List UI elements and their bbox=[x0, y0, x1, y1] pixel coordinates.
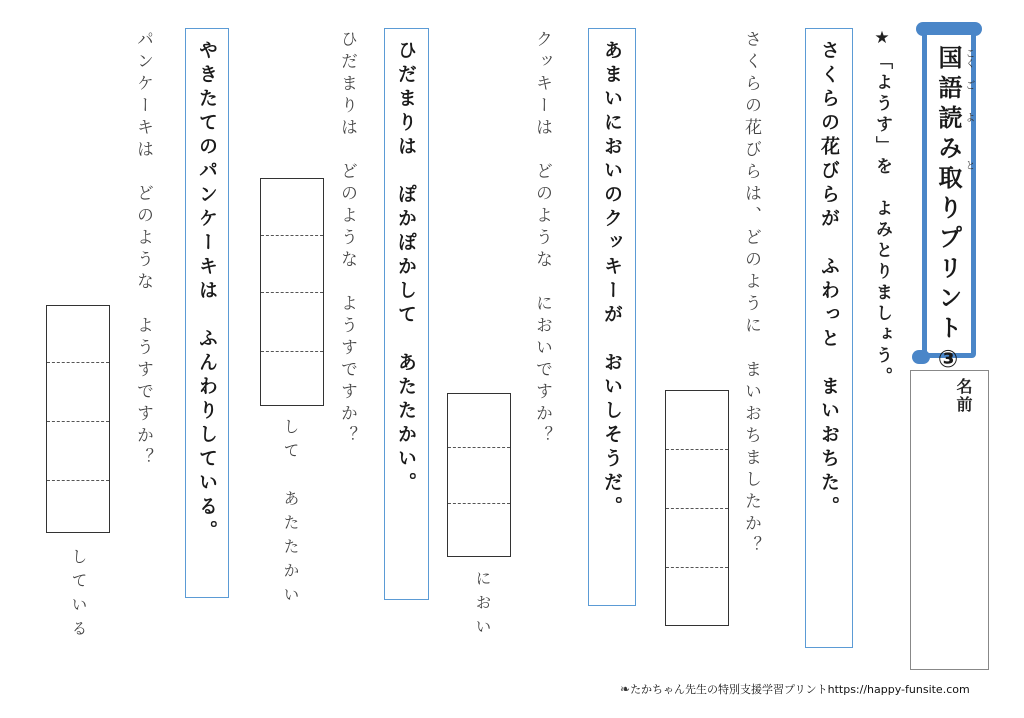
hint-text-1: におい bbox=[473, 570, 492, 642]
question-text-4: パンケーキは どのような ようすですか？ bbox=[133, 30, 153, 470]
answer-box-3[interactable] bbox=[260, 178, 324, 406]
ruby-to: と bbox=[963, 160, 974, 170]
ruby-yo: よ bbox=[963, 112, 974, 122]
question-text-3: ひだまりは どのような ようすですか？ bbox=[337, 30, 357, 448]
footer-site-name: たかちゃん先生の特別支援学習プリント bbox=[630, 683, 828, 696]
passage-text-2: あまいにおいのクッキーが おいしそうだ。 bbox=[601, 40, 623, 520]
answer-box-1[interactable] bbox=[665, 390, 729, 626]
ruby-koku: こく bbox=[963, 48, 974, 68]
name-field-box[interactable] bbox=[910, 370, 989, 670]
passage-text-3: ひだまりは ぽかぽかして あたたかい。 bbox=[395, 40, 417, 496]
hint-text-2: して あたたかい bbox=[281, 418, 300, 610]
question-text-1: さくらの花びらは、どのように まいおちましたか？ bbox=[741, 30, 761, 558]
passage-text-4: やきたてのパンケーキは ふんわりしている。 bbox=[196, 40, 218, 544]
footer-credit bbox=[620, 681, 970, 697]
answer-box-2[interactable] bbox=[447, 393, 511, 557]
page-title: 国語読み取りプリント③ bbox=[934, 45, 962, 379]
question-text-2: クッキーは どのような においですか？ bbox=[532, 30, 552, 448]
leaf-icon: ❧ bbox=[620, 682, 631, 696]
ruby-go: ご bbox=[963, 80, 974, 90]
passage-text-1: さくらの花びらが ふわっと まいおちた。 bbox=[818, 40, 840, 520]
answer-box-4[interactable] bbox=[46, 305, 110, 533]
instruction-text: ★「ようす」を よみとりましょう。 bbox=[872, 28, 892, 388]
hint-text-3: している bbox=[69, 548, 88, 644]
name-label: 名前 bbox=[954, 378, 973, 414]
footer-url[interactable]: https://happy-funsite.com bbox=[827, 683, 970, 696]
scroll-bottom-curl bbox=[912, 350, 930, 364]
